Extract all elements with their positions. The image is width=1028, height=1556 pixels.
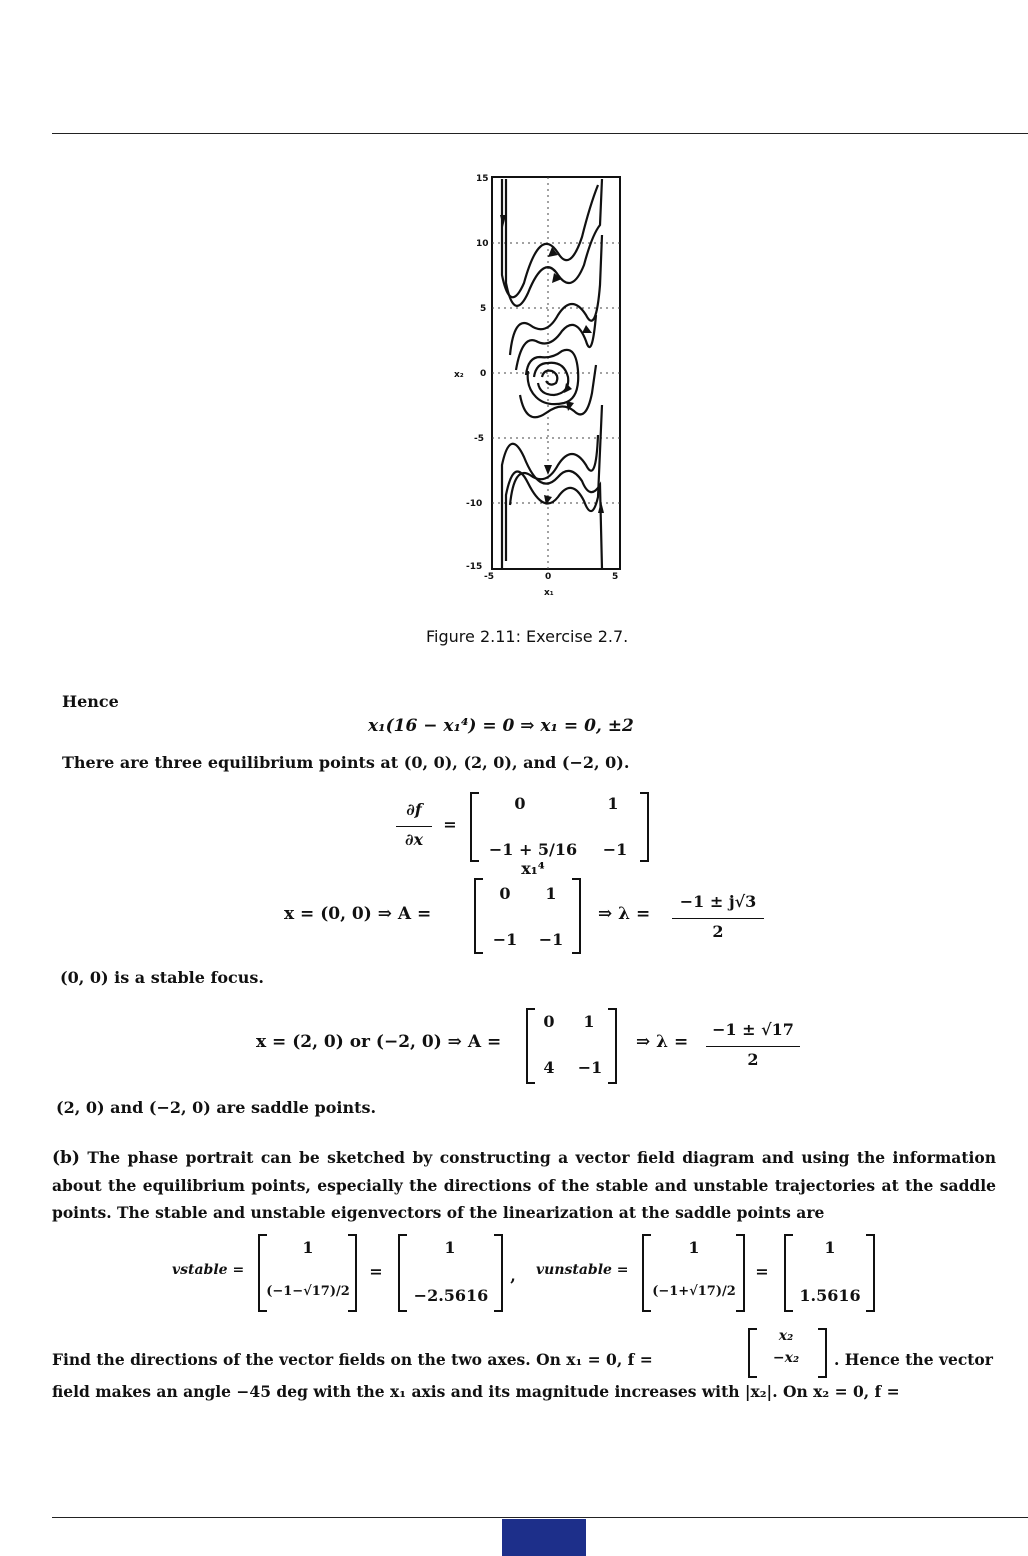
y-tick-0: 0: [480, 369, 487, 379]
x-tick-5: 5: [612, 572, 619, 582]
origin-lam-num: −1 ± j√3: [679, 892, 757, 911]
v-unstable-bot2: 1.5616: [799, 1286, 861, 1305]
origin-a11: 0: [499, 884, 511, 903]
v-unstable-label: vunstable =: [536, 1262, 629, 1278]
origin-lhs: x = (0, 0) ⇒ A =: [284, 904, 432, 924]
v-stable-bot2: −2.5616: [413, 1286, 489, 1305]
figure-caption: Figure 2.11: Exercise 2.7.: [426, 627, 629, 646]
v-unstable-bot: (−1+√17)/2: [652, 1284, 736, 1299]
saddle-points-text: (2, 0) and (−2, 0) are saddle points.: [56, 1098, 377, 1117]
last-line-1a: Find the directions of the vector fields on the two axes. On x₁ = 0, f =: [52, 1350, 653, 1369]
eq-1: =: [369, 1262, 383, 1281]
equation-1: x₁(16 − x₁⁴) = 0 ⇒ x₁ = 0, ±2: [368, 716, 634, 736]
v-stable-top2: 1: [444, 1238, 456, 1257]
saddle-lam-num: −1 ± √17: [712, 1020, 794, 1039]
jacobian-a22: −1: [602, 840, 628, 859]
origin-a21: −1: [492, 930, 518, 949]
x-tick-0: 0: [545, 572, 552, 582]
jacobian-num: ∂f: [406, 800, 422, 819]
origin-a12: 1: [545, 884, 557, 903]
jacobian-a12: 1: [607, 794, 619, 813]
saddle-a22: −1: [577, 1058, 603, 1077]
three-points-text: There are three equilibrium points at (0, 0), (2, 0), and (−2, 0).: [62, 753, 630, 772]
stable-focus-text: (0, 0) is a stable focus.: [60, 968, 264, 987]
jacobian-den: ∂x: [404, 830, 424, 849]
origin-lam-den: 2: [712, 922, 724, 941]
y-axis-label: x₂: [454, 370, 464, 380]
saddle-lhs: x = (2, 0) or (−2, 0) ⇒ A =: [256, 1032, 502, 1052]
x-axis-label: x₁: [544, 588, 554, 598]
v-stable-bot: (−1−√17)/2: [266, 1284, 350, 1299]
y-tick-minus10: -10: [466, 499, 483, 509]
v-unstable-top: 1: [688, 1238, 700, 1257]
v-unstable-top2: 1: [824, 1238, 836, 1257]
y-tick-minus5: -5: [474, 434, 484, 444]
part-b-text: The phase portrait can be sketched by constructing a vector field diagram and using the information about the equilibrium points, especially the directions of the stable and unstable trajectories at the saddle points. The stable and unstable eigenvectors of the linearization at the saddle points are: [52, 1148, 996, 1222]
saddle-a12: 1: [583, 1012, 595, 1031]
jacobian-a11: 0: [514, 794, 526, 813]
y-tick-15: 15: [476, 174, 489, 184]
f-top: x₂: [778, 1328, 794, 1344]
bottom-rule: [52, 1517, 1028, 1518]
y-tick-minus15: -15: [466, 562, 483, 572]
saddle-arrow: ⇒ λ =: [636, 1032, 689, 1052]
origin-arrow: ⇒ λ =: [598, 904, 651, 924]
y-tick-10: 10: [476, 239, 489, 249]
origin-a22: −1: [538, 930, 564, 949]
top-rule: [52, 133, 1028, 134]
jacobian-a21: −1 + 5/16 x₁⁴: [488, 840, 578, 878]
last-line-1b: . Hence the vector: [834, 1350, 993, 1369]
y-tick-5: 5: [480, 304, 487, 314]
hence-text: Hence: [62, 692, 119, 711]
last-line-2: field makes an angle −45 deg with the x₁ axis and its magnitude increases with |x₂|. On x₂ = 0, f =: [52, 1382, 900, 1401]
saddle-a21: 4: [543, 1058, 555, 1077]
jacobian-eq: =: [443, 815, 457, 834]
phase-portrait: [440, 165, 640, 605]
page-tab: [502, 1519, 586, 1556]
part-b-paragraph: [52, 1144, 996, 1226]
f-bot: −x₂: [772, 1350, 800, 1366]
saddle-a11: 0: [543, 1012, 555, 1031]
v-stable-label: vstable =: [172, 1262, 245, 1278]
eq-2: =: [755, 1262, 769, 1281]
part-b-label: (b): [52, 1148, 80, 1168]
trajectories: [502, 179, 602, 569]
comma: ,: [510, 1266, 516, 1285]
saddle-lam-den: 2: [747, 1050, 759, 1069]
x-tick-minus5: -5: [484, 572, 494, 582]
v-stable-top: 1: [302, 1238, 314, 1257]
